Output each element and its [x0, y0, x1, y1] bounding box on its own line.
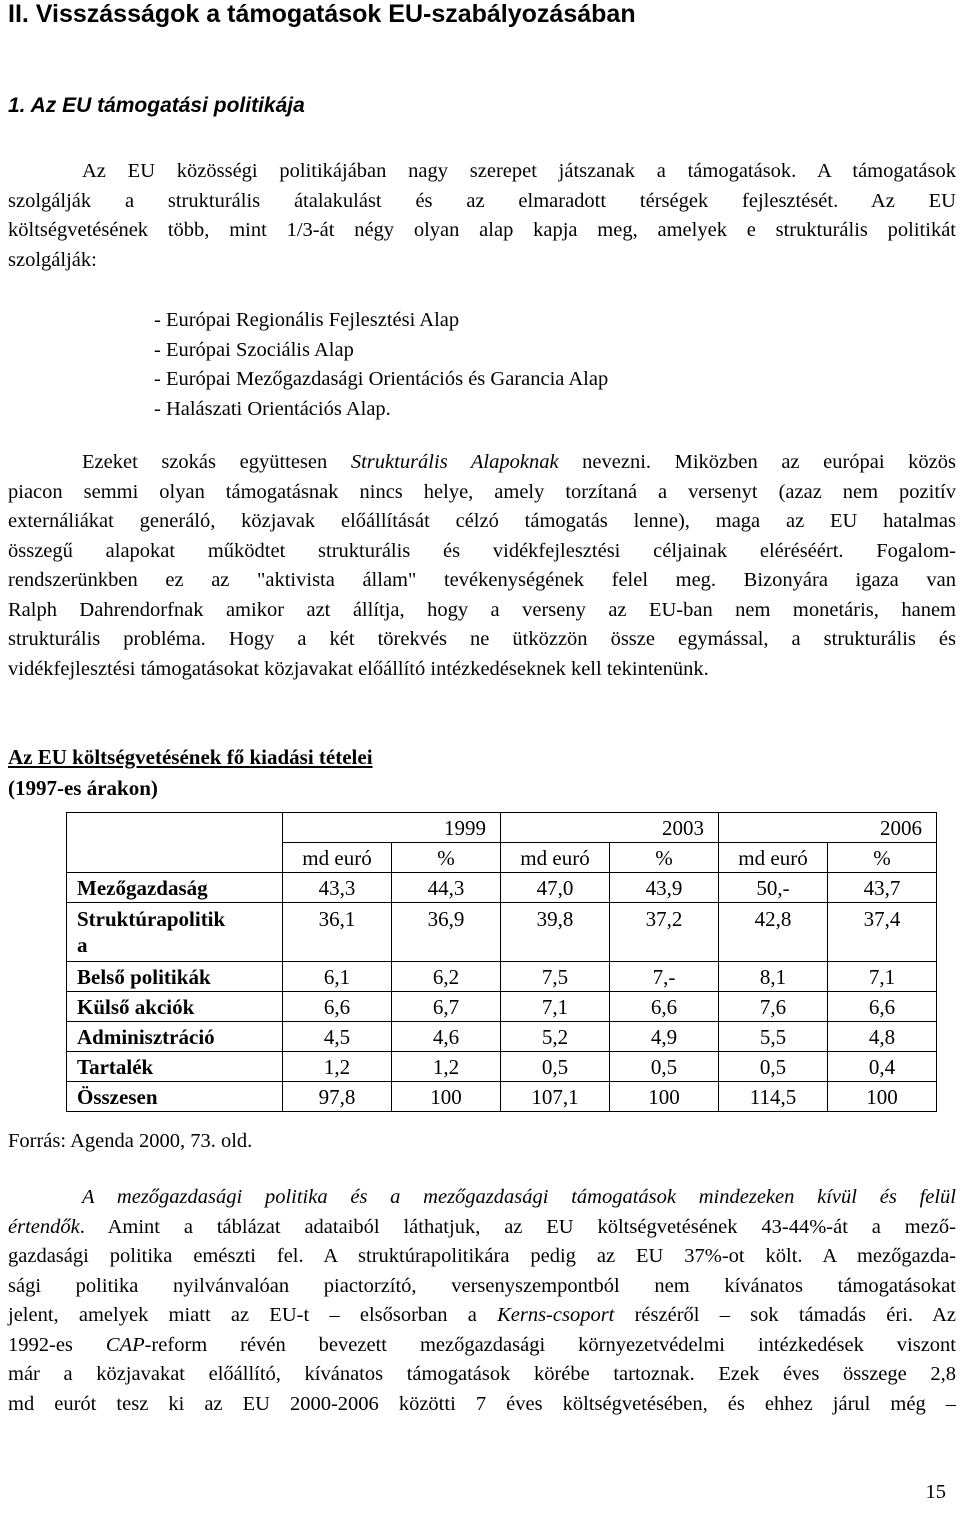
text-line	[8, 1301, 956, 1331]
text-line	[8, 1183, 956, 1213]
budget-table	[66, 812, 937, 1112]
row-label: Összesen	[67, 1082, 283, 1112]
table-cell: 5,2	[501, 1022, 610, 1052]
intro-paragraph	[8, 157, 956, 275]
text-line: Ralph Dahrendorfnak amikor azt állítja, hogy a verseny az EU-ban nem monetáris, hanem	[8, 598, 956, 621]
text-run: részéről – sok támadás éri. Az	[614, 1304, 956, 1326]
text-run: -reform révén bevezett mezőgazdasági környezetvédelmi intézkedések viszont	[144, 1333, 957, 1356]
table-cell: 0,5	[719, 1052, 828, 1082]
table-title-line: Az EU költségvetésének fő kiadási tételei	[8, 745, 373, 769]
text-run: Ezeket szokás együttesen	[82, 451, 351, 473]
table-cell: 43,3	[283, 873, 392, 903]
table-cell: 1,2	[392, 1052, 501, 1082]
row-label-line: a	[77, 933, 88, 957]
table-cell: 4,9	[610, 1022, 719, 1052]
list-item: - Európai Regionális Fejlesztési Alap	[154, 309, 460, 331]
table-cell: 0,5	[501, 1052, 610, 1082]
table-title	[8, 742, 373, 804]
structural-funds-paragraph	[8, 448, 956, 684]
italic-term: Kerns-csoport	[497, 1304, 615, 1326]
row-label-line: Struktúrapolitik	[77, 907, 226, 931]
column-header: md euró	[283, 843, 392, 873]
table-cell: 50,-	[719, 873, 828, 903]
table-cell: 7,-	[610, 962, 719, 992]
italic-term: Strukturális Alapoknak	[350, 451, 559, 473]
text-line: költségvetésének több, mint 1/3-át négy olyan alap kapja meg, amelyek e strukturális politikát	[8, 219, 956, 241]
table-cell: 42,8	[719, 903, 828, 962]
text-line: összegű alapokat működtet strukturális és vidékfejlesztési céljainak eléréséért. Fogalom-	[8, 539, 956, 562]
table-cell: 47,0	[501, 873, 610, 903]
agriculture-paragraph	[8, 1183, 956, 1419]
table-cell: 6,6	[283, 992, 392, 1022]
italic-term: CAP	[105, 1333, 145, 1356]
table-cell: 8,1	[719, 962, 828, 992]
list-item: - Európai Mezőgazdasági Orientációs és Garancia Alap	[154, 368, 609, 390]
text-line: vidékfejlesztési támogatásokat közjavakat előállító intézkedéseknek kell tekintenünk.	[8, 657, 709, 680]
text-line: piacon semmi olyan támogatásnak nincs helye, amely torzítaná a versenyt (azaz nem pozitív	[8, 480, 956, 503]
table-cell: 44,3	[392, 873, 501, 903]
funds-list	[154, 306, 608, 424]
table-cell: 97,8	[283, 1082, 392, 1112]
text-line	[8, 448, 956, 478]
table-corner-cell	[67, 843, 283, 873]
text-line: szolgálják:	[8, 248, 97, 271]
table-row	[67, 1022, 937, 1052]
table-header-row	[67, 813, 937, 843]
text-line	[8, 1331, 956, 1361]
table-cell: 43,7	[828, 873, 937, 903]
table-cell: 36,9	[392, 903, 501, 962]
table-row	[67, 903, 937, 962]
table-cell: 36,1	[283, 903, 392, 962]
column-header: %	[610, 843, 719, 873]
text-line: rendszerünkben ez az "aktivista állam" tevékenységének felel meg. Bizonyára igaza van	[8, 569, 956, 591]
year-header: 2003	[501, 813, 719, 843]
text-run: jelent, amelyek miatt az EU-t – elsősorban a	[8, 1304, 498, 1326]
table-cell: 6,6	[828, 992, 937, 1022]
table-row	[67, 873, 937, 903]
text-line: md eurót tesz ki az EU 2000-2006 közötti 7 éves költségvetésében, és ehhez járul még –	[8, 1392, 956, 1415]
text-line: szolgálják a strukturális átalakulást és az elmaradott térségek fejlesztését. Az EU	[8, 189, 956, 212]
table-cell: 4,5	[283, 1022, 392, 1052]
table-cell: 4,8	[828, 1022, 937, 1052]
text-line: externáliákat generáló, közjavak előállítását célzó támogatás lenne), maga az EU hatalmas	[8, 510, 956, 532]
row-label: Mezőgazdaság	[67, 873, 283, 903]
column-header: md euró	[501, 843, 610, 873]
section-title: II. Visszásságok a támogatások EU-szabályozásában	[8, 0, 636, 28]
table-cell: 39,8	[501, 903, 610, 962]
table-cell: 7,1	[828, 962, 937, 992]
table-subheader-row	[67, 843, 937, 873]
text-run: 1992-es	[8, 1333, 106, 1356]
table-cell: 6,1	[283, 962, 392, 992]
table-cell: 6,6	[610, 992, 719, 1022]
italic-run: A mezőgazdasági politika és a mezőgazdasági támogatások mindezeken kívül és felül	[82, 1186, 956, 1208]
table-cell: 1,2	[283, 1052, 392, 1082]
table-cell: 114,5	[719, 1082, 828, 1112]
text-run: nevezni. Miközben az európai közös	[558, 451, 956, 473]
row-label: Tartalék	[67, 1052, 283, 1082]
table-cell: 37,4	[828, 903, 937, 962]
table-row	[67, 962, 937, 992]
row-label: Külső akciók	[67, 992, 283, 1022]
table-cell: 0,4	[828, 1052, 937, 1082]
table-cell: 7,5	[501, 962, 610, 992]
subsection-title: 1. Az EU támogatási politikája	[8, 94, 305, 117]
table-cell: 0,5	[610, 1052, 719, 1082]
table-source: Forrás: Agenda 2000, 73. old.	[8, 1130, 253, 1152]
table-cell: 37,2	[610, 903, 719, 962]
year-header: 1999	[283, 813, 501, 843]
table-cell: 100	[392, 1082, 501, 1112]
row-label	[67, 903, 283, 962]
table-cell: 5,5	[719, 1022, 828, 1052]
column-header: md euró	[719, 843, 828, 873]
list-item: - Európai Szociális Alap	[154, 338, 354, 361]
table-row	[67, 1082, 937, 1112]
column-header: %	[828, 843, 937, 873]
table-cell: 7,1	[501, 992, 610, 1022]
table-cell: 4,6	[392, 1022, 501, 1052]
table-cell: 7,6	[719, 992, 828, 1022]
italic-run: értendők	[8, 1215, 80, 1238]
table-cell: 6,2	[392, 962, 501, 992]
text-line: strukturális probléma. Hogy a két törekvés ne ütközzön össze egymással, a strukturális és	[8, 628, 956, 650]
table-cell: 43,9	[610, 873, 719, 903]
text-line: Az EU közösségi politikájában nagy szerepet játszanak a támogatások. A támogatások	[82, 160, 956, 182]
table-row	[67, 1052, 937, 1082]
table-corner-cell	[67, 813, 283, 843]
table-cell: 6,7	[392, 992, 501, 1022]
table-row	[67, 992, 937, 1022]
text-line: már a közjavakat előállító, kívánatos támogatások körébe tartoznak. Ezek éves összege 2,8	[8, 1363, 956, 1385]
table-title-subline: (1997-es árakon)	[8, 776, 158, 800]
table-cell: 100	[610, 1082, 719, 1112]
text-line	[8, 1213, 956, 1243]
text-line: sági politika nyilvánvalóan piactorzító, versenyszempontból nem kívánatos támogatásokat	[8, 1274, 956, 1297]
year-header: 2006	[719, 813, 937, 843]
list-item: - Halászati Orientációs Alap.	[154, 397, 391, 420]
text-run: . Amint a táblázat adataiból láthatjuk, az EU költségvetésének 43-44%-át a mező-	[79, 1215, 956, 1238]
table-cell: 100	[828, 1082, 937, 1112]
column-header: %	[392, 843, 501, 873]
page-number: 15	[925, 1481, 946, 1503]
row-label: Adminisztráció	[67, 1022, 283, 1052]
table-cell: 107,1	[501, 1082, 610, 1112]
row-label: Belső politikák	[67, 962, 283, 992]
text-line: gazdasági politika emészti fel. A struktúrapolitikára pedig az EU 37%-ot költ. A mezőgazda-	[8, 1245, 956, 1267]
